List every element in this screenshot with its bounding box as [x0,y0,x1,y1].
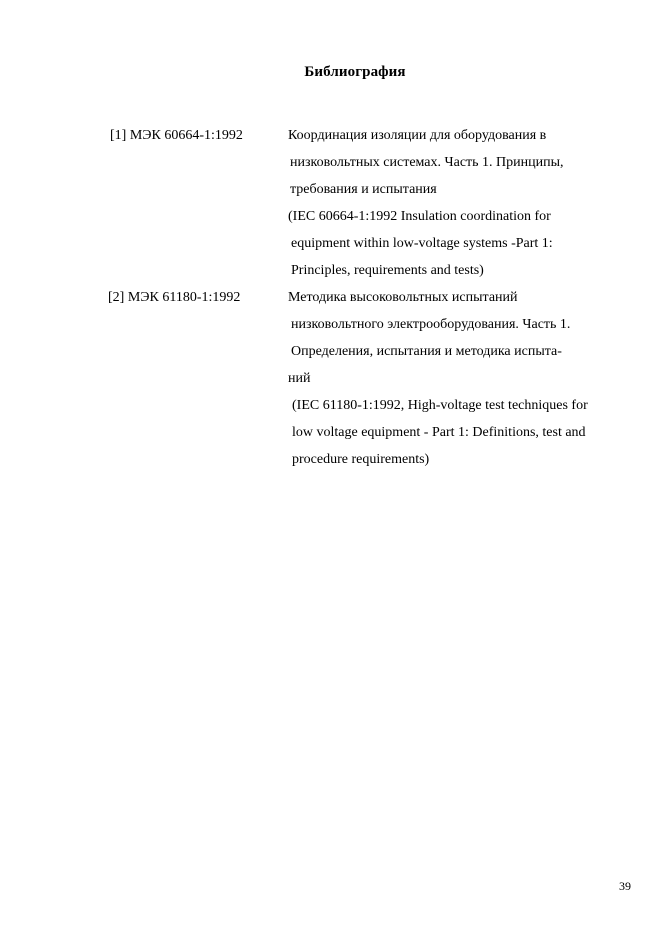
reference-line: Principles, requirements and tests) [291,263,484,278]
reference-line: procedure requirements) [292,452,430,467]
reference-line: Методика высоковольтных испытаний [288,290,518,305]
reference-text [288,284,588,473]
page-number: 39 [619,879,631,893]
reference-line: (IEC 61180-1:1992, High-voltage test techniques for [292,398,588,413]
reference-label: [2] МЭК 61180-1:1992 [108,290,241,305]
reference-line: ний [288,371,311,386]
reference-line: low voltage equipment - Part 1: Definitions, test and [292,425,586,440]
reference-text [288,122,564,284]
reference-label: [1] МЭК 60664-1:1992 [110,128,243,143]
reference-line: Определения, испытания и методика испыта- [291,344,562,359]
reference-line: equipment within low-voltage systems -Part 1: [291,236,553,251]
reference-line: требования и испытания [290,182,437,197]
page-title: Библиография [304,64,406,80]
reference-line: Координация изоляции для оборудования в [288,128,547,143]
reference-line: низковольтного электрооборудования. Часть 1. [291,317,571,332]
reference-line: (IEC 60664-1:1992 Insulation coordination for [288,209,551,224]
reference-line: низковольтных системах. Часть 1. Принципы, [290,155,564,170]
